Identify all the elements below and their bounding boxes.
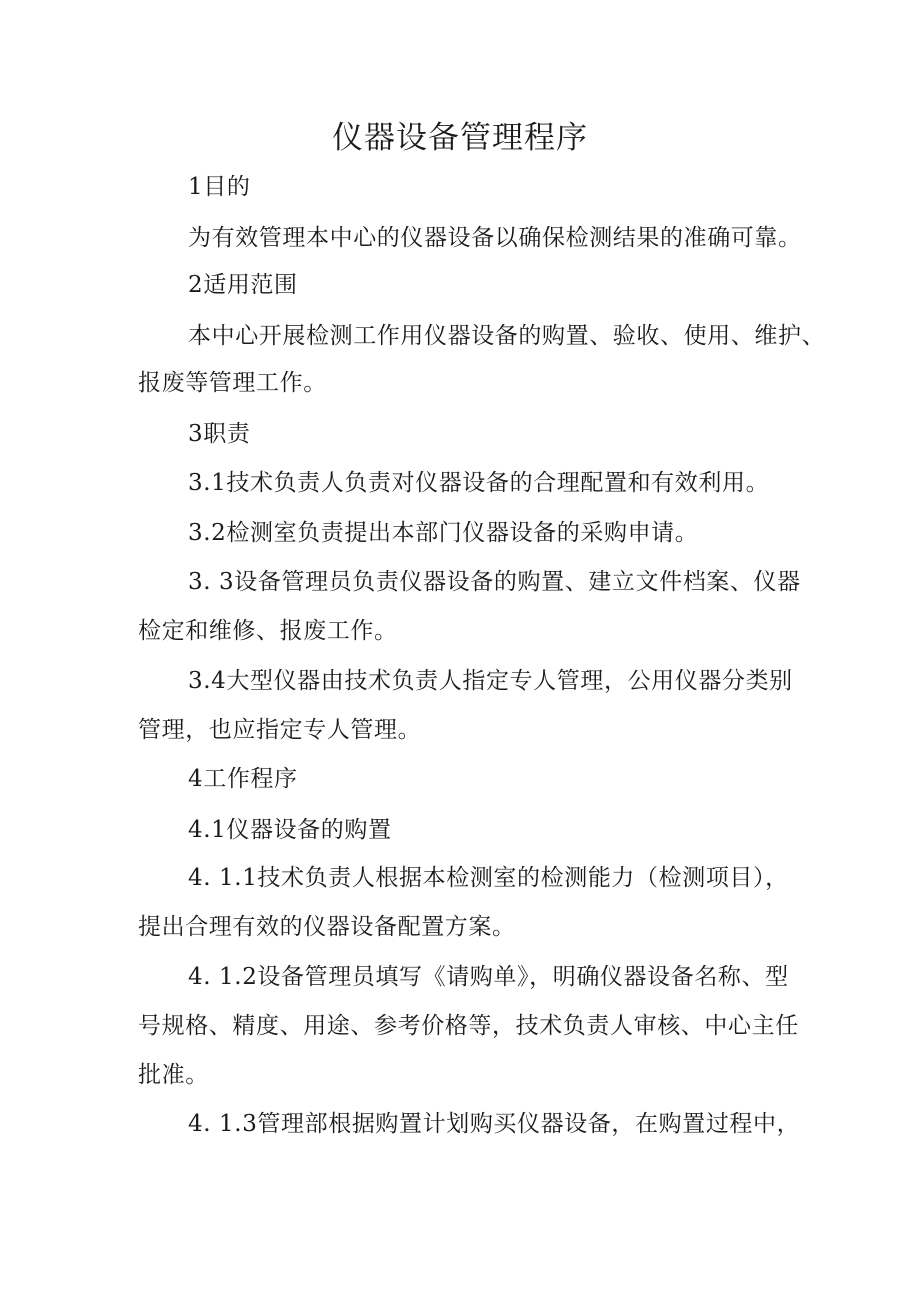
paragraph-line: 4. 1.2设备管理员填写《请购单》，明确仪器设备名称、型 xyxy=(188,964,789,990)
paragraph-line: 管理，也应指定专人管理。 xyxy=(138,717,422,743)
section-heading-procedure: 4工作程序 xyxy=(188,766,298,792)
paragraph-line: 3.1技术负责人负责对仪器设备的合理配置和有效利用。 xyxy=(188,470,770,496)
section-heading-duties: 3职责 xyxy=(188,421,251,447)
paragraph-line: 提出合理有效的仪器设备配置方案。 xyxy=(138,914,516,940)
paragraph-line: 3.2检测室负责提出本部门仪器设备的采购申请。 xyxy=(188,520,699,546)
paragraph-line: 为有效管理本中心的仪器设备以确保检测结果的准确可靠。 xyxy=(188,225,802,251)
paragraph-line: 号规格、精度、用途、参考价格等，技术负责人审核、中心主任 xyxy=(138,1013,799,1039)
section-heading-scope: 2适用范围 xyxy=(188,272,298,298)
paragraph-line: 报废等管理工作。 xyxy=(138,370,327,396)
paragraph-line: 3.4大型仪器由技术负责人指定专人管理，公用仪器分类别 xyxy=(188,668,793,694)
paragraph-line: 4. 1.3管理部根据购置计划购买仪器设备，在购置过程中， xyxy=(188,1111,801,1137)
paragraph-line: 检定和维修、报废工作。 xyxy=(138,618,398,644)
document-title: 仪器设备管理程序 xyxy=(332,120,588,156)
paragraph-line: 3. 3设备管理员负责仪器设备的购置、建立文件档案、仪器 xyxy=(188,569,801,595)
paragraph-line: 本中心开展检测工作用仪器设备的购置、验收、使用、维护、 xyxy=(188,323,826,349)
section-heading-purpose: 1目的 xyxy=(188,174,251,200)
paragraph-line: 4. 1.1技术负责人根据本检测室的检测能力（检测项目）， xyxy=(188,865,789,891)
subsection-heading: 4.1仪器设备的购置 xyxy=(188,817,392,843)
paragraph-line: 批准。 xyxy=(138,1062,209,1088)
